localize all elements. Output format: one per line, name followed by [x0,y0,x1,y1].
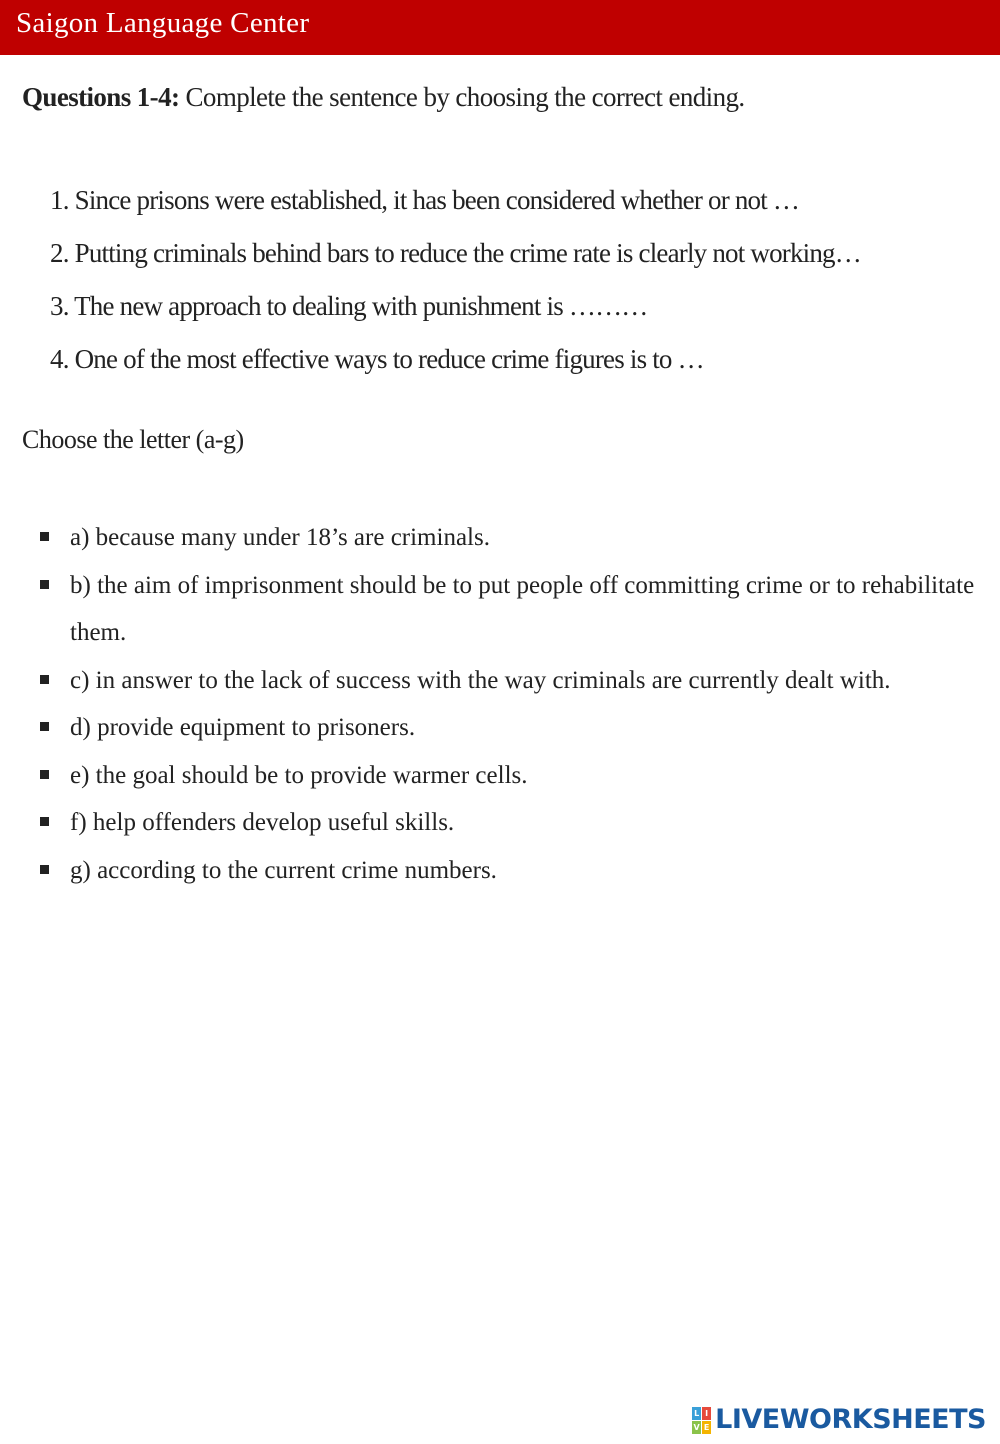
choose-letter-text: Choose the letter (a-g) [22,425,244,454]
instruction-text [22,80,745,114]
bullet-square-icon [40,580,49,589]
option-text: e) the goal should be to provide warmer cells. [70,761,528,789]
question-item: 4. One of the most effective ways to reduce crime figures is to … [50,344,704,374]
bullet-square-icon [40,675,49,684]
instruction-body: Complete the sentence by choosing the correct ending. [179,82,745,112]
option-item [40,752,990,800]
option-item [40,562,990,657]
bullet-square-icon [40,865,49,874]
option-text: a) because many under 18’s are criminals. [70,524,490,551]
option-text: b) the aim of imprisonment should be to put people off committing crime or to rehabilitate them. [70,571,975,646]
question-item: 2. Putting criminals behind bars to reduce the crime rate is clearly not working… [50,238,861,268]
option-item [40,514,990,562]
bullet-square-icon [40,532,49,541]
header-title: Saigon Language Center [16,7,310,39]
questions-list [50,182,861,394]
option-text: c) in answer to the lack of success with the way criminals are currently dealt with. [70,666,891,694]
option-item [40,704,990,752]
options-list [40,514,990,894]
logo-text: LIVEWORKSHEETS [715,1404,986,1435]
option-item [40,799,990,847]
bullet-square-icon [40,722,49,731]
bullet-square-icon [40,817,49,826]
option-text: d) provide equipment to prisoners. [70,714,416,741]
liveworksheets-logo[interactable] [692,1402,986,1438]
option-item [40,847,990,895]
header-bar [0,0,1000,55]
question-item: 3. The new approach to dealing with punishment is ……… [50,291,648,321]
instruction-label: Questions 1-4: [22,82,180,112]
question-item: 1. Since prisons were established, it has been considered whether or not … [50,185,800,215]
bullet-square-icon [40,770,49,779]
option-text: f) help offenders develop useful skills. [70,809,455,836]
liveworksheets-logo-icon: L I V E [693,1408,710,1432]
option-text: g) according to the current crime numbers. [70,856,497,884]
option-item [40,657,990,705]
